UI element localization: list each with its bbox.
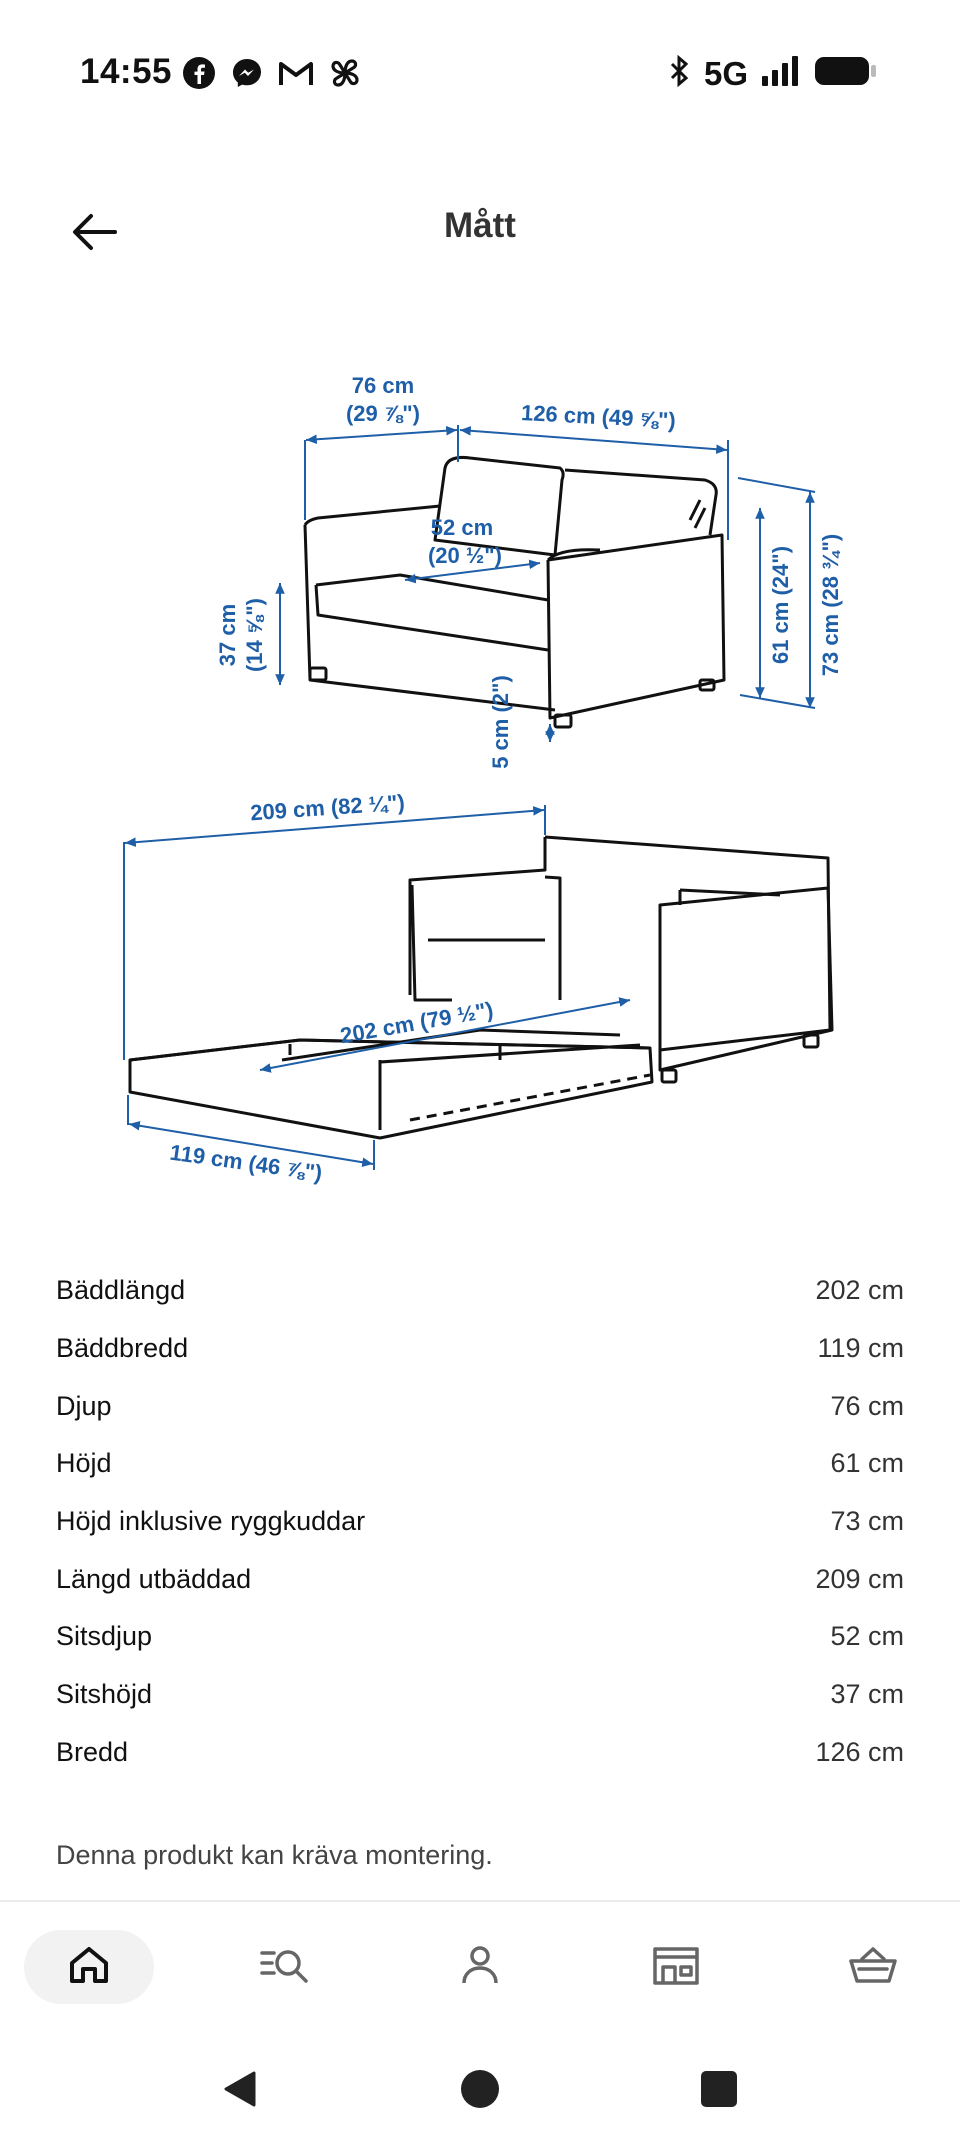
nav-cart[interactable]	[808, 1930, 938, 2004]
seat-depth-in-label: (20 ½")	[427, 543, 503, 568]
person-icon	[458, 1943, 502, 1992]
nav-store[interactable]	[611, 1930, 741, 2004]
sofa-bed-outline	[130, 837, 832, 1138]
dimension-label: Bäddbredd	[56, 1333, 189, 1364]
dimension-label: Höjd	[56, 1448, 112, 1479]
network-label: 5G	[703, 54, 748, 92]
dimension-row	[56, 1666, 904, 1724]
dimension-label: Bredd	[56, 1736, 129, 1767]
dimension-row	[56, 1435, 904, 1493]
status-right	[668, 54, 878, 93]
page-title: Mått	[444, 206, 516, 245]
page-header	[0, 180, 960, 280]
dimension-value: 126 cm	[815, 1736, 904, 1767]
back-triangle-icon	[218, 2067, 262, 2116]
sofa-bed-drawing	[100, 360, 860, 1200]
status-bar	[0, 0, 960, 150]
basket-icon	[848, 1943, 898, 1992]
dimension-row	[56, 1724, 904, 1782]
nav-profile[interactable]	[415, 1930, 545, 2004]
dimension-row	[56, 1608, 904, 1666]
dimension-row	[56, 1493, 904, 1551]
gmail-icon	[278, 58, 314, 93]
width-label: 126 cm (49 ⅝")	[520, 399, 677, 434]
nav-search[interactable]	[220, 1930, 350, 2004]
dimension-row	[56, 1262, 904, 1320]
bed-width-label: 119 cm (46 ⅞")	[168, 1139, 324, 1186]
dimension-value: 61 cm	[830, 1448, 904, 1479]
dimension-label: Längd utbäddad	[56, 1563, 252, 1594]
bottom-nav	[0, 1902, 960, 2032]
dimension-label: Sitshöjd	[56, 1679, 153, 1710]
height-label: 61 cm (24")	[768, 545, 793, 665]
bed-dimension-lines	[124, 805, 630, 1170]
seat-height-cm-label: 37 cm	[215, 603, 240, 667]
dimension-row	[56, 1320, 904, 1378]
dimension-value: 73 cm	[830, 1506, 904, 1537]
dimension-label: Djup	[56, 1390, 112, 1421]
status-time: 14:55	[80, 52, 173, 91]
dimension-label: Sitsdjup	[56, 1621, 153, 1652]
leg-height-label: 5 cm (2")	[488, 675, 513, 769]
dimension-row	[56, 1550, 904, 1608]
battery-icon	[814, 54, 878, 93]
facebook-icon	[182, 56, 216, 95]
dimension-row	[56, 1377, 904, 1435]
dimensions-list	[56, 1262, 904, 1781]
store-icon	[651, 1943, 701, 1992]
dimension-label: Bäddlängd	[56, 1275, 186, 1306]
search-list-icon	[258, 1943, 312, 1992]
recents-square-icon	[697, 2067, 741, 2116]
depth-in-label: (29 ⅞")	[345, 401, 421, 426]
dimension-value: 209 cm	[815, 1563, 904, 1594]
dimension-diagram	[100, 360, 860, 1200]
home-circle-icon	[458, 2067, 502, 2116]
height-with-cushions-label: 73 cm (28 ¾")	[818, 533, 843, 677]
seat-height-in-label: (14 ⅝")	[242, 597, 267, 673]
seat-depth-cm-label: 52 cm	[430, 515, 494, 540]
sofa-outline	[305, 457, 724, 727]
dimension-value: 76 cm	[830, 1390, 904, 1421]
system-back-button[interactable]	[215, 2066, 265, 2116]
system-recents-button[interactable]	[694, 2066, 744, 2116]
notification-icons	[182, 56, 362, 95]
bluetooth-icon	[668, 54, 692, 93]
dimension-value: 52 cm	[830, 1621, 904, 1652]
dimension-value: 119 cm	[817, 1333, 904, 1364]
dimension-label: Höjd inklusive ryggkuddar	[56, 1506, 366, 1537]
nav-home[interactable]	[24, 1930, 154, 2004]
system-nav	[0, 2040, 960, 2142]
system-home-button[interactable]	[455, 2066, 505, 2116]
bed-length-label: 202 cm (79 ½")	[338, 996, 496, 1049]
length-made-up-label: 209 cm (82 ¼")	[249, 789, 406, 826]
assembly-note: Denna produkt kan kräva montering.	[56, 1840, 493, 1870]
depth-cm-label: 76 cm	[351, 373, 415, 398]
messenger-icon	[230, 56, 264, 95]
dimension-value: 37 cm	[830, 1679, 904, 1710]
signal-icon	[760, 54, 802, 93]
home-icon	[67, 1943, 111, 1992]
pinwheel-icon	[328, 56, 362, 95]
dimension-value: 202 cm	[815, 1275, 904, 1306]
